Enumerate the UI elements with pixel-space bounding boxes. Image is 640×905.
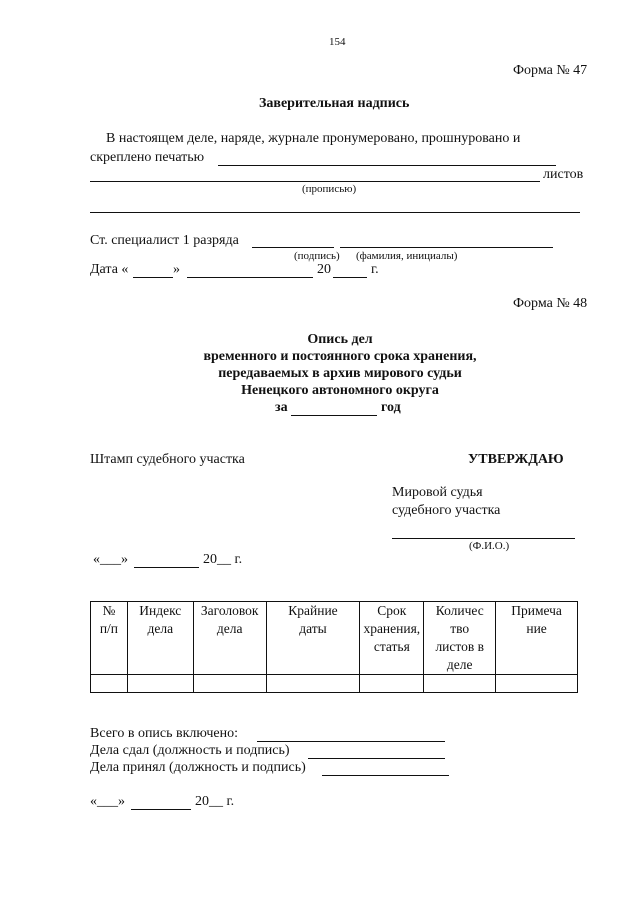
page-number: 154 xyxy=(329,36,346,48)
table-header-row xyxy=(91,602,578,675)
inventory-title-line4: Ненецкого автономного округа xyxy=(241,383,439,398)
judge-line1: Мировой судья xyxy=(392,485,483,500)
for-label: за xyxy=(275,400,288,415)
received-label: Дела принял (должность и подпись) xyxy=(90,760,306,775)
col-header-notes: Примеча ние xyxy=(496,602,578,675)
col-header-title: Заголовок дела xyxy=(193,602,266,675)
blank-line xyxy=(90,212,580,213)
signature-note: (подпись) xyxy=(294,250,340,262)
inventory-title-line3: передаваемых в архив мирового судьи xyxy=(218,366,462,381)
seal-blank-line xyxy=(218,165,556,166)
final-date-month-line xyxy=(131,809,191,810)
certification-text-line1: В настоящем деле, наряде, журнале пронумеровано, прошнуровано и xyxy=(106,131,521,146)
judge-line2: судебного участка xyxy=(392,503,501,518)
total-label: Всего в опись включено: xyxy=(90,726,238,741)
col-header-index: Индекс дела xyxy=(127,602,193,675)
signature-line xyxy=(252,247,334,248)
handed-line xyxy=(308,758,445,759)
col-header-retention: Срок хранения, статья xyxy=(360,602,424,675)
approve-label: УТВЕРЖДАЮ xyxy=(468,452,564,467)
sheets-label: листов xyxy=(543,167,584,182)
inventory-table xyxy=(90,601,578,693)
approval-date-day: «___» xyxy=(93,552,128,567)
approval-date-year: 20__ г. xyxy=(203,552,243,567)
name-line xyxy=(340,247,553,248)
stamp-label: Штамп судебного участка xyxy=(90,452,245,467)
approval-date-month-line xyxy=(134,567,199,568)
date-day-line xyxy=(133,277,173,278)
year-label: год xyxy=(381,400,401,415)
sheets-count-line xyxy=(90,181,540,182)
specialist-label: Ст. специалист 1 разряда xyxy=(90,233,239,248)
final-date-year: 20__ г. xyxy=(195,794,235,809)
received-line xyxy=(322,775,449,776)
handed-label: Дела сдал (должность и подпись) xyxy=(90,743,290,758)
form-47-title: Заверительная надпись xyxy=(259,96,410,111)
total-line xyxy=(257,741,445,742)
col-header-number: № п/п xyxy=(91,602,128,675)
year-blank-line xyxy=(291,415,377,416)
date-quote-close: » xyxy=(173,262,180,277)
form-48-label: Форма № 48 xyxy=(513,296,588,311)
fio-note: (Ф.И.О.) xyxy=(469,540,510,552)
col-header-sheets: Количес тво листов в деле xyxy=(424,602,496,675)
certification-text-line2: скреплено печатью xyxy=(90,150,205,165)
final-date-day: «___» xyxy=(90,794,125,809)
col-header-dates: Крайние даты xyxy=(266,602,360,675)
table-row xyxy=(91,675,578,693)
in-words-note: (прописью) xyxy=(302,183,357,195)
date-year-prefix: 20 xyxy=(317,262,331,277)
name-note: (фамилия, инициалы) xyxy=(356,250,458,262)
date-year-line xyxy=(333,277,367,278)
inventory-title-line2: временного и постоянного срока хранения, xyxy=(203,349,477,364)
date-month-line xyxy=(187,277,313,278)
form-47-label: Форма № 47 xyxy=(513,63,588,78)
date-label: Дата « xyxy=(90,262,129,277)
inventory-title-line1: Опись дел xyxy=(307,332,373,347)
fio-line xyxy=(392,538,575,539)
date-year-suffix: г. xyxy=(371,262,379,277)
